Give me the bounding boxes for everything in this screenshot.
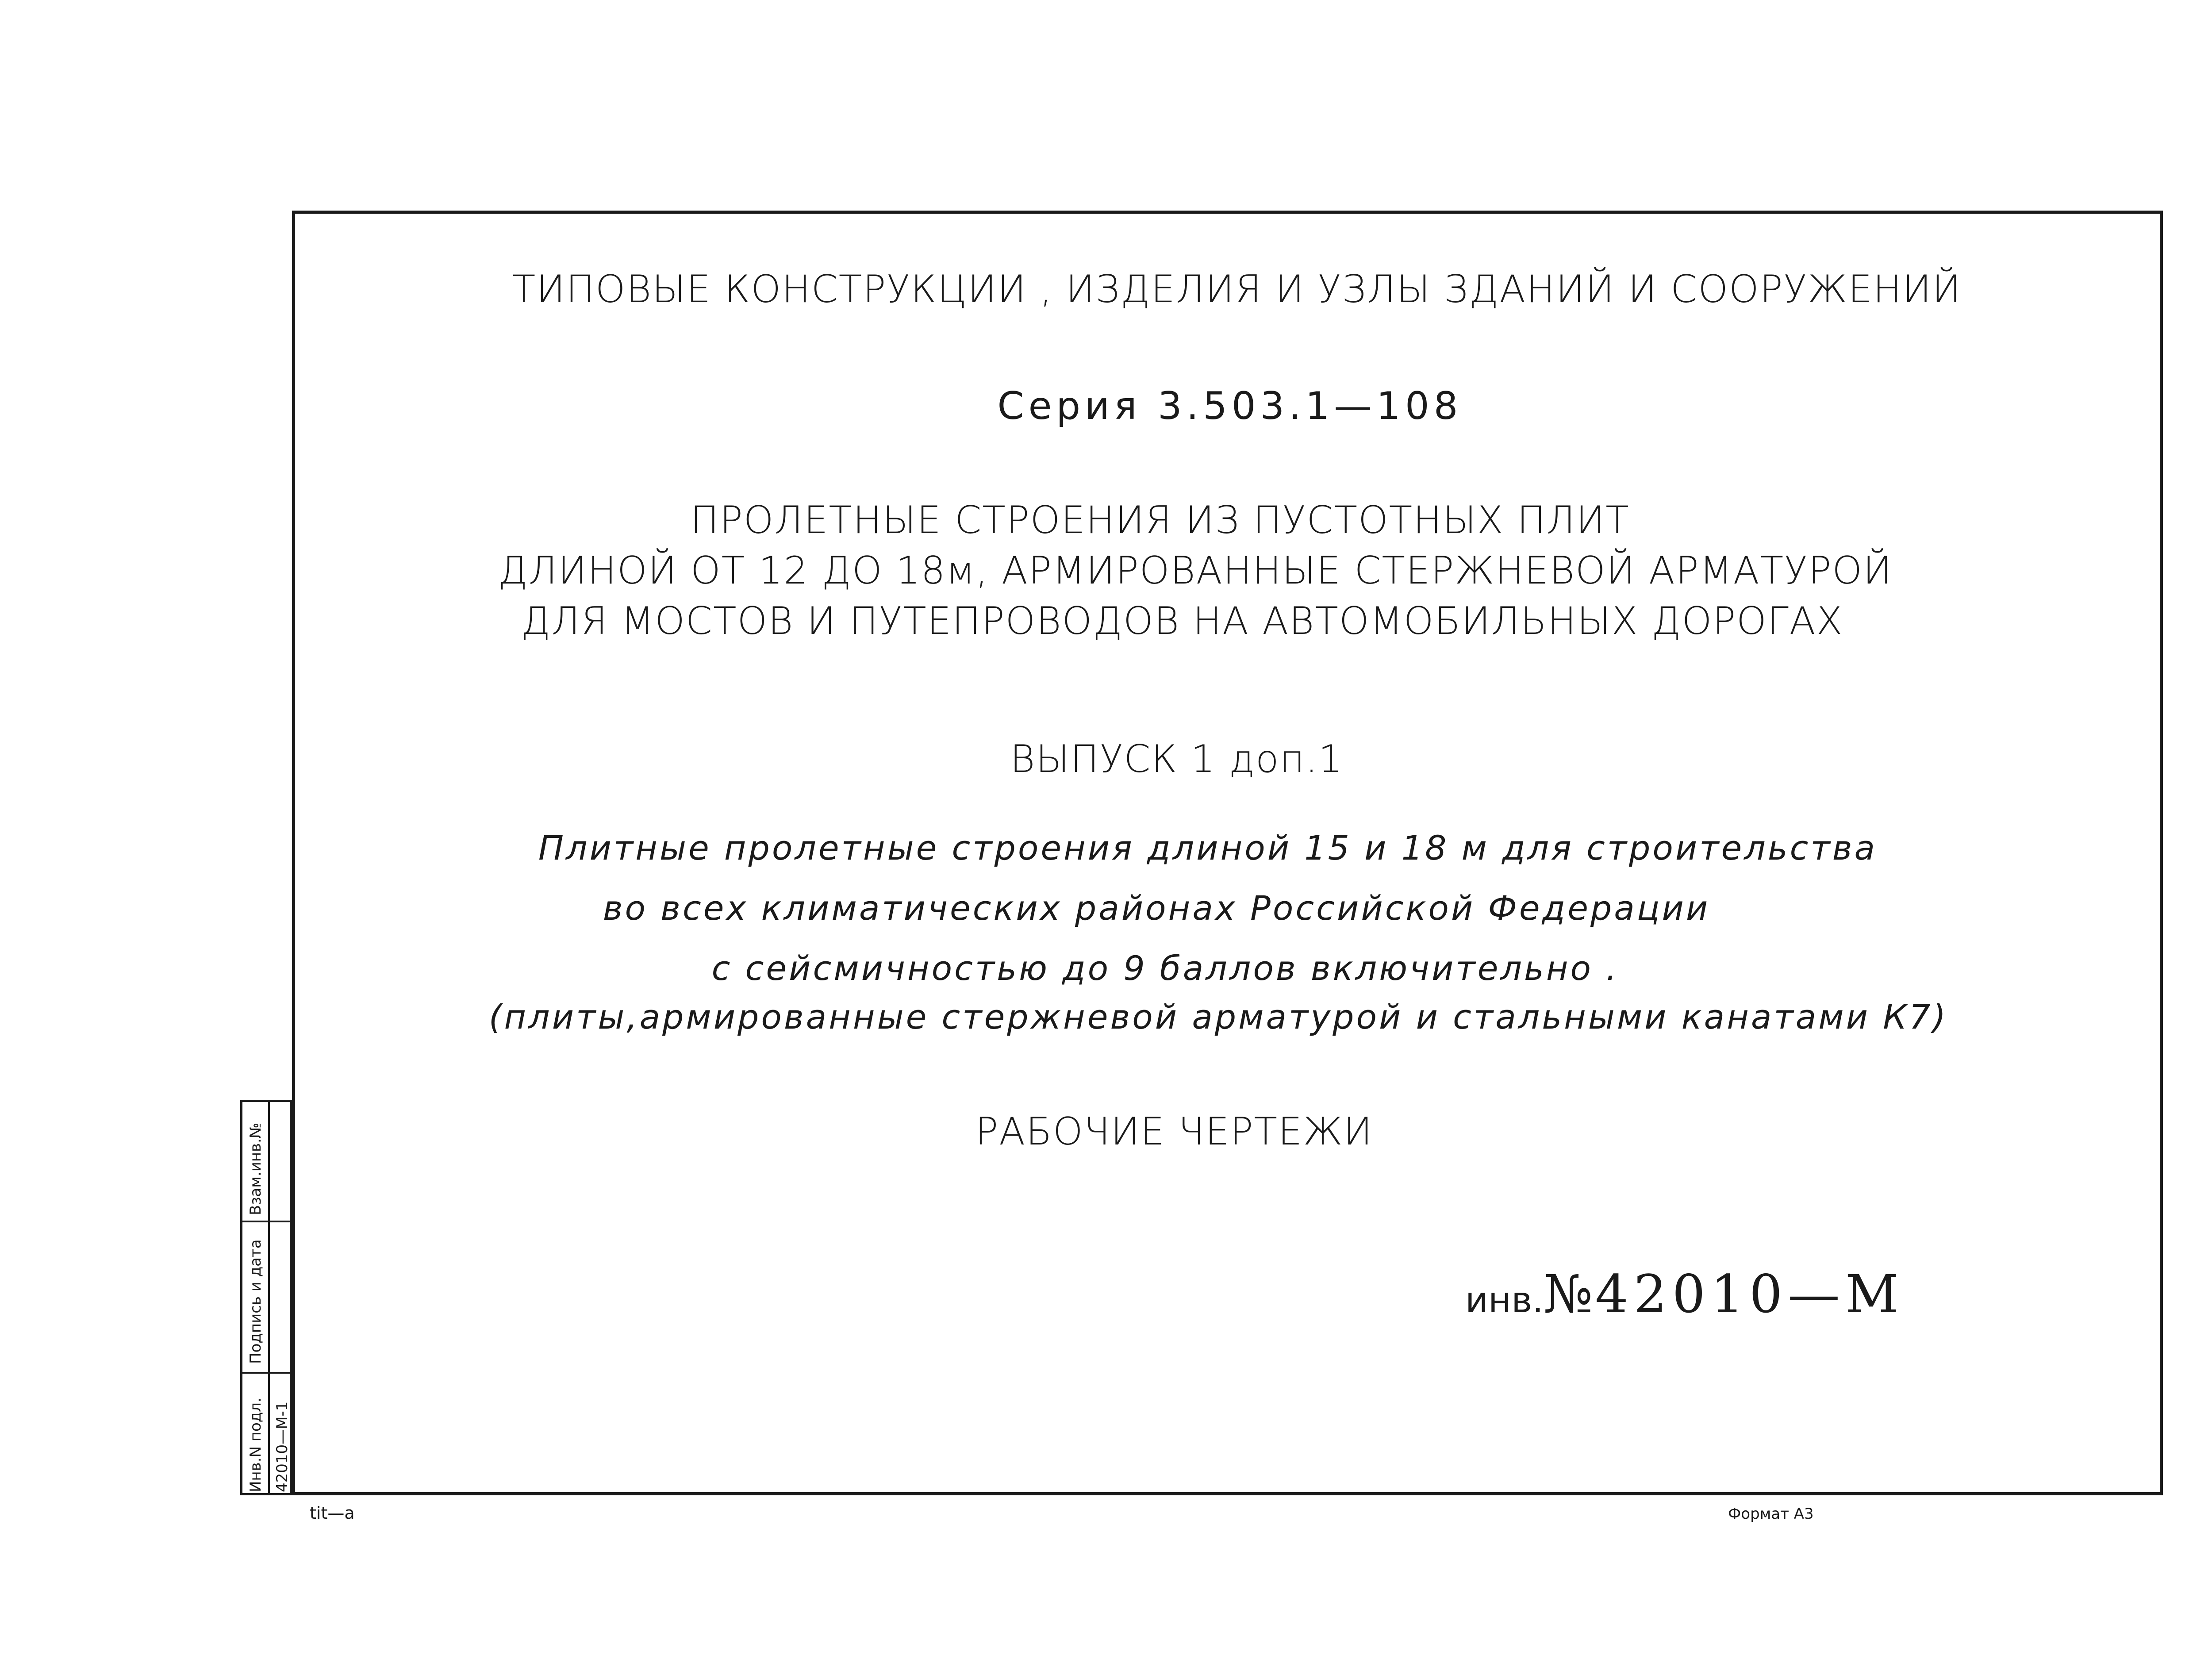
title-line-1: ПРОЛЕТНЫЕ СТРОЕНИЯ ИЗ ПУСТОТНЫХ ПЛИТ (690, 498, 1630, 542)
issue-label: ВЫПУСК 1 доп.1 (1010, 737, 1344, 781)
stamp-divider-2 (242, 1372, 290, 1374)
inventory-number (1465, 1263, 1904, 1325)
stamp-divider-1 (242, 1221, 290, 1222)
stamp-signature-date: Подпись и дата (247, 1239, 265, 1364)
stamp-inv-podl: Инв.N подл. (247, 1398, 265, 1492)
series-number: Серия 3.503.1—108 (997, 384, 1463, 428)
inventory-label: инв. (1465, 1279, 1544, 1321)
description-line-1: Плитные пролетные строения длиной 15 и 18 м для строительства (538, 828, 1878, 868)
stamp-vzam-inv: Взам.инв.№ (247, 1122, 265, 1215)
description-line-4: (плиты,армированные стержневой арматурой и стальными канатами К7) (488, 997, 1948, 1037)
title-line-2: ДЛИНОЙ ОТ 12 ДО 18м, АРМИРОВАННЫЕ СТЕРЖНЕВОЙ АРМАТУРОЙ (498, 549, 1893, 593)
standard-heading: ТИПОВЫЕ КОНСТРУКЦИИ , ИЗДЕЛИЯ И УЗЛЫ ЗДАНИЙ И СООРУЖЕНИЙ (512, 267, 1962, 311)
stamp-inv-podl-value: 42010—М-1 (273, 1401, 291, 1492)
inventory-value: 42010—М (1595, 1263, 1904, 1325)
description-line-2: во всех климатических районах Российской Федерации (603, 888, 1710, 928)
sheet-format: Формат А3 (1728, 1505, 1814, 1523)
side-stamp (240, 1100, 292, 1495)
title-line-3: ДЛЯ МОСТОВ И ПУТЕПРОВОДОВ НА АВТОМОБИЛЬНЫХ ДОРОГАХ (521, 599, 1843, 643)
inventory-no-sign: № (1543, 1263, 1593, 1325)
stamp-divider-vertical (268, 1102, 270, 1493)
working-drawings-label: РАБОЧИЕ ЧЕРТЕЖИ (975, 1110, 1373, 1154)
file-code: tit—a (310, 1503, 355, 1523)
description-line-3: с сейсмичностью до 9 баллов включительно . (711, 949, 1619, 988)
